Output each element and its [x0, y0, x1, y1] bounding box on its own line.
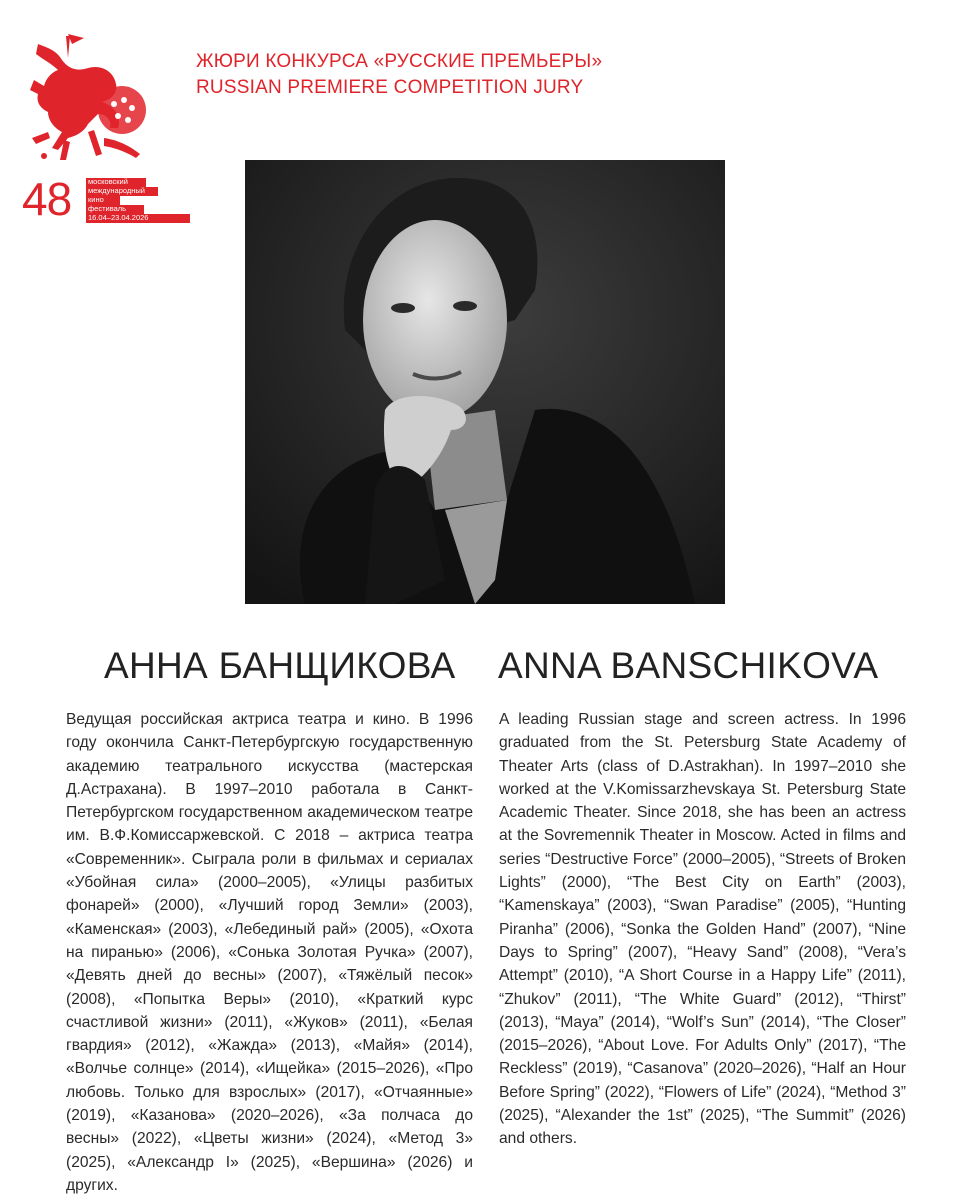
festival-logo	[18, 28, 198, 228]
header-title-en: RUSSIAN PREMIERE COMPETITION JURY	[196, 77, 584, 98]
festival-name-line: московский	[86, 178, 146, 187]
festival-dates: 16.04–23.04.2026	[86, 214, 190, 223]
person-name-ru: АННА БАНЩИКОВА	[104, 645, 456, 686]
festival-name-line: фестиваль	[86, 205, 144, 214]
jury-header	[196, 49, 602, 101]
festival-edition-number: 48	[22, 173, 72, 225]
person-name-en: ANNA BANSCHIKOVA	[498, 645, 879, 686]
festival-name-block	[86, 178, 192, 223]
portrait-photo	[245, 160, 725, 604]
biography-ru: Ведущая российская актриса театра и кино. В 1996 году окончила Санкт-Петербургскую государственную академию театрального искусства (мастерская Д.Астрахана). В 1997–2010 работала в Санкт-Петербургском государственном академическом театре им. В.Ф.Комиссаржевской. С 2018 – актриса театра «Современник». Сыграла роли в фильмах и сериалах «Убойная сила» (2000–2005), «Улицы разбитых фонарей» (2000), «Лучший город Земли» (2003), «Каменская» (2003), «Лебединый рай» (2005), «Охота на пиранью» (2006), «Сонька Золотая Ручка» (2007), «Девять дней до весны» (2007), «Тяжёлый песок» (2008), «Попытка Веры» (2010), «Краткий курс счастливой жизни» (2011), «Жуков» (2011), «Белая гвардия» (2012), «Жажда» (2013), «Майя» (2014), «Волчье солнце» (2014), «Ищейка» (2015–2026), «Про любовь. Только для взрослых» (2017), «Отчаянные» (2019), «Казанова» (2020–2026), «За полчаса до весны» (2022), «Цветы жизни» (2024), «Метод 3» (2025), «Александр I» (2025), «Вершина» (2026) и других.	[66, 711, 473, 1194]
biography-en: A leading Russian stage and screen actress. In 1996 graduated from the St. Petersburg State Academy of Theater Arts (class of D.Astrakhan). In 1997–2010 she worked at the V.Komissarzhevskaya St. Petersburg State Academic Theater. Since 2018, she has been an actress at the Sovremennik Theater in Moscow. Acted in films and series “Destructive Force” (2000–2005), “Streets of Broken Lights” (2000), “The Best City on Earth” (2003), “Kamenskaya” (2003), “Swan Paradise” (2005), “Hunting Piranha” (2006), “Sonka the Golden Hand” (2007), “Nine Days to Spring” (2007), “Heavy Sand” (2008), “Vera’s Attempt” (2010), “A Short Course in a Happy Life” (2011), “Zhukov” (2011), “The White Guard” (2012), “Thirst” (2013), “Maya” (2014), “Wolf’s Sun” (2014), “The Closer” (2015–2026), “About Love. For Adults Only” (2017), “The Reckless” (2019), “Casanova” (2020–2026), “Half an Hour Before Spring” (2022), “Flowers of Life” (2024), “Method 3” (2025), “Alexander the 1st” (2025), “The Summit” (2026) and others.	[499, 711, 906, 1148]
header-title-ru: ЖЮРИ КОНКУРСА «РУССКИЕ ПРЕМЬЕРЫ»	[196, 51, 603, 72]
festival-name-line: кино	[86, 196, 120, 205]
festival-name-line: международный	[86, 187, 158, 196]
st-george-emblem-icon	[18, 28, 198, 178]
